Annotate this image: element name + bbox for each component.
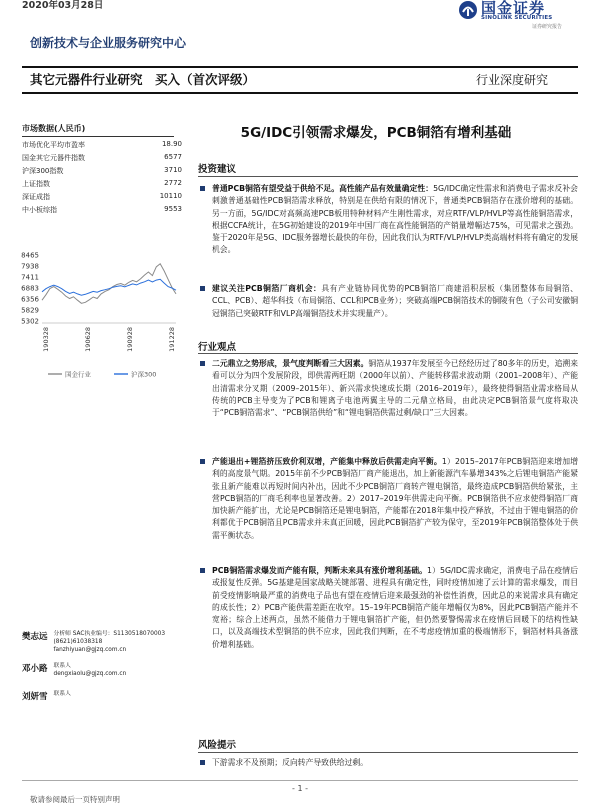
header-divider-top [22,66,578,68]
legend-label: 沪深300 [131,370,157,379]
market-data-row [22,166,182,177]
view-bullet-3 [200,565,578,651]
analyst-name: 邓小路 [22,664,48,674]
header-divider-bottom [22,92,578,94]
y-tick-label: 5829 [21,306,39,315]
series-line-0 [42,264,176,304]
bullet-square-icon [200,459,205,464]
market-data-row [22,192,182,203]
invest-bullet-2-bold: 建议关注PCB铜箔厂商机会： [212,284,322,293]
market-data-divider [22,136,174,137]
section-invest-divider [198,176,578,177]
index-line-chart [8,245,184,390]
market-data-title: 市场数据(人民币) [22,124,86,133]
analyst-contact-2 [22,662,192,678]
invest-bullet-2-text: 具有产业链协同优势的PCB铜箔厂商建滔积层板（集团整体布局铜箔、CCL、PCB）、超华科技（布局铜箔、CCL和PCB业务）；突破高端PCB铜箔技术的铜陵有色（子公司安徽铜冠铜箔已突破RTF和VLP高端铜箔技术并实现量产）。 [212,284,578,318]
market-data-label: 上证指数 [22,180,50,188]
market-data-row [22,205,182,216]
report-type: 行业深度研究 [475,73,548,87]
bullet-square-icon [200,361,205,366]
sinolink-logo-icon [458,0,478,20]
analyst-name: 樊志远 [22,632,48,642]
invest-bullet-1-bold: 普通PCB铜箔有望受益于供给不足。高性能产品有效量确定性： [212,184,434,193]
y-tick-label: 6883 [21,284,39,293]
market-data-row [22,179,182,190]
invest-bullet-2 [200,283,578,320]
logo-english: SINOLINK SECURITIES [481,15,553,21]
bullet-square-icon [200,186,205,191]
risk-bullet-1-text: 下游需求不及预期；反向转产导致供给过剩。 [212,758,368,767]
market-data-value: 3710 [164,166,182,174]
x-tick-label: 190928 [126,327,134,352]
invest-bullet-1-text: 5G/IDC确定性需求和消费电子需求反补会刺激普通基础性PCB铜箔需求释放，特别是在供给有限的情况下，普通类PCB铜箔存在涨价增利的基础。另一方面，5G/IDC对高频高速PCB板用特种材料产生刚性需求，对应RTF/VLP/HVLP等高性能铜箔需求，根据CCFA统计，在5G初始建设的2019年中国厂商在高性能铜箔的产销量增幅达75%，可见需求之强劲。鉴于2020年是5G、IDC服务器增长最快的年份，因此我们认为RTF/VLP/HVLP类高端材料将有确定的发展机会。 [212,184,578,255]
section-invest-heading: 投资建议 [198,164,237,175]
view-bullet-2 [200,456,578,542]
risk-bullet-1 [200,757,578,769]
x-tick-label: 190328 [42,327,50,352]
bullet-square-icon [200,760,205,765]
analyst-role: 联系人 [53,691,71,697]
analyst-email[interactable]: fanzhiyuan@gjzq.com.cn [53,647,127,653]
y-tick-label: 8465 [21,251,39,260]
market-data-value: 6577 [164,153,182,161]
analyst-phone: (8621)61038318 [53,639,103,645]
y-tick-label: 6356 [21,295,39,304]
analyst-role: 联系人 [53,663,71,669]
y-tick-label: 7411 [21,273,39,282]
market-data-row [22,140,182,151]
view-bullet-3-bold: PCB铜箔需求爆发而产能有限，判断未来具有涨价增利基础。 [212,566,428,575]
research-center: 创新技术与企业服务研究中心 [30,36,187,50]
market-data-label: 沪深300指数 [22,167,64,175]
section-view-heading: 行业观点 [198,342,237,353]
market-data-label: 深证成指 [22,193,50,201]
view-bullet-1 [200,358,578,419]
analyst-email[interactable]: dengxiaolu@gjzq.com.cn [53,671,127,677]
report-title: 5G/IDC引领需求爆发，PCB铜箔有增利基础 [240,125,512,141]
market-data-label: 市场优化平均市盈率 [22,141,85,149]
view-bullet-1-text: 铜箔从1937年发展至今已经经历过了80多年的历史，追溯来看可以分为四个发展阶段，即供需两旺期（2000年以前）、产能转移需求波动期（2001–2008年）、产能出清需求分叉期（2009–2015年）、新兴需求快速成长期（2016–2019年），最终使得铜箔业需求格局从传统的PCB主导变为了PCB和锂离子电池两翼主导的二元鼎立格局，由此决定PCB铜箔景气度将取决于“PCB铜箔需求”、“PCB铜箔供给”和“锂电铜箔供需过剩/缺口”三大因素。 [212,359,579,418]
x-tick-label: 191228 [168,327,176,352]
logo-chinese: 国金证券 [481,0,546,17]
analyst-role: 分析师 SAC执业编号：S1130518070003 [53,631,166,637]
view-bullet-2-bold: 产能退出+锂箔挤压致价利双增，产能集中释放后供需走向平衡。 [212,457,442,466]
footer-divider [22,780,578,781]
bullet-square-icon [200,568,205,573]
x-tick-label: 190628 [84,327,92,352]
analyst-contact-1 [22,630,192,654]
market-data-value: 10110 [159,192,182,200]
market-data-row [22,153,182,164]
view-bullet-3-text: 1）5G/IDC需求确定，消费电子品在疫情后或报复性反弹。5G基建是国家战略关键部署、进程具有确定性，同时疫情加速了云计算的需求爆发，而目前受疫情影响最严重的消费电子品也有望在疫情后迎来最强劲的补偿性消费，因此总的来说需求具有确定的成长性；2）PCB产能供需差距在收窄。15–19年PCB铜箔产能年增幅仅为8%，因此PCB铜箔产能并不宽裕；综合上述两点，虽然不能借力于锂电铜箔扩产能，但仍然要警惕需求在疫情后回暖下的结构性缺口，以及高端技术型铜箔的供不应求，因此我们判断，在不考虑疫情加重的极端情形下，铜箔材料具备涨价增利基础。 [212,566,578,649]
view-bullet-2-text: 1）2015–2017年PCB铜箔迎来增加增利的高度景气期。2015年前不少PCB铜箔厂商产能退出，加上新能源汽车暴增343%之后锂电铜箔产能紧张且新产能难以再短时间内补出，因此不少PCB铜箔厂商转产锂电铜箔，最终造成PCB铜箔供给紧张，主营PCB铜箔的厂商毛利率也显著改善。2）2017–2019年供需走向平衡。PCB铜箔供不应求使得铜箔厂商加快新产能扩出，尤论是PCB铜箔还是锂电铜箔，产能都在2018年集中投产释放，不过由于锂电铜箔的价利都优于PCB铜箔且PCB需求并未真正回暖，因此PCB铜箔扩产较为保守，至2019年PCB铜箔整体处于供需平衡状态。 [212,457,578,540]
legend-label: 国金行业 [65,370,91,379]
market-data-label: 中小板综指 [22,206,57,214]
view-bullet-1-bold: 二元鼎立之势形成，景气度判断看三大因素。 [212,359,369,368]
market-data-value: 2772 [164,179,182,187]
market-data-value: 18.90 [161,140,182,148]
bullet-square-icon [200,286,205,291]
market-data-label: 国金其它元器件指数 [22,154,85,162]
market-data-value: 9553 [164,205,182,213]
y-tick-label: 5302 [21,317,39,326]
disclaimer: 敬请参阅最后一页特别声明 [30,795,120,804]
section-risk-divider [198,752,578,753]
analyst-name: 刘妍雪 [22,692,48,702]
logo-subtitle: 证券研究报告 [532,24,563,30]
report-date: 2020年03月28日 [22,0,104,11]
section-view-divider [198,353,578,354]
industry-rating: 其它元器件行业研究 买入（首次评级） [30,72,256,87]
section-risk-heading: 风险提示 [198,740,237,751]
analyst-contact-3 [22,690,192,702]
page-number: - 1 - [292,784,308,793]
y-tick-label: 7938 [21,262,39,271]
invest-bullet-1 [200,183,578,257]
